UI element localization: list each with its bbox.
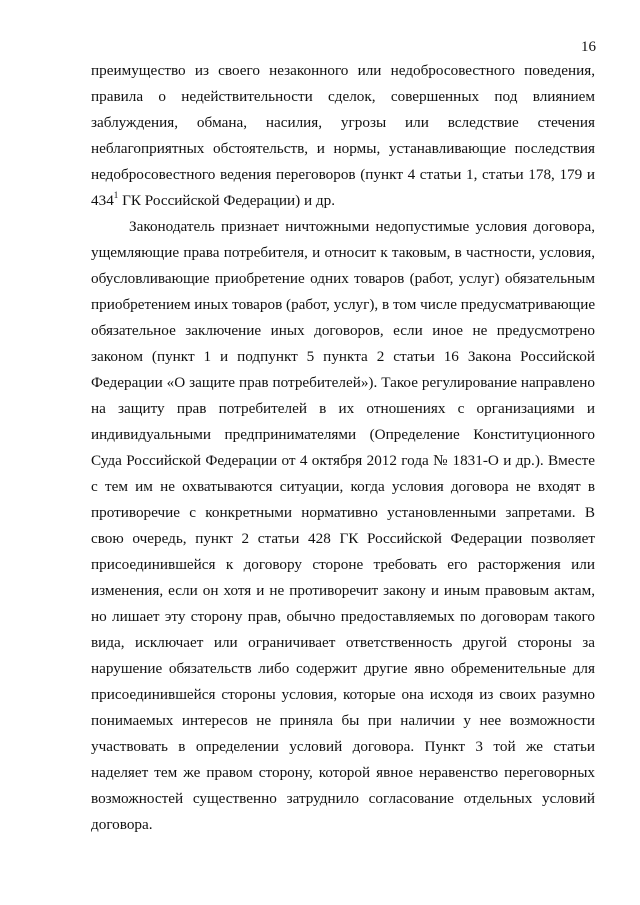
paragraph-line: противоречие с конкретными нормативно установленными запретами. В (91, 504, 595, 521)
paragraph-line: заблуждения, обмана, насилия, угрозы или вследствие стечения (91, 114, 595, 131)
paragraph-line: Суда Российской Федерации от 4 октября 2012 года № 1831-О и др.). Вместе (91, 452, 595, 469)
paragraph-line: понимаемых интересов не приняла бы при наличии у нее возможности (91, 712, 595, 729)
paragraph-line: возможностей существенно затруднило согласование отдельных условий (91, 790, 595, 807)
paragraph-last-line (91, 188, 595, 214)
article-number: 434 (91, 192, 114, 209)
paragraph-line: но лишает эту сторону прав, обычно предоставляемых по договорам такого (91, 608, 595, 625)
paragraph-1 (91, 58, 595, 214)
paragraph-line: с тем им не охватываются ситуации, когда условия договора не входят в (91, 478, 595, 495)
line-tail: ГК Российской Федерации) и др. (118, 192, 336, 209)
paragraph-line: свою очередь, пункт 2 статьи 428 ГК Российской Федерации позволяет (91, 530, 595, 547)
paragraph-line: преимущество из своего незаконного или недобросовестного поведения, (91, 62, 595, 79)
paragraph-line: наделяет тем же правом сторону, которой явное неравенство переговорных (91, 764, 595, 781)
paragraph-2 (91, 214, 595, 838)
paragraph-line: на защиту прав потребителей в их отношениях с организациями и (91, 400, 595, 417)
paragraph-line: приобретением иных товаров (работ, услуг), в том числе предусматривающие (91, 296, 596, 313)
paragraph-line: законом (пункт 1 и подпункт 5 пункта 2 статьи 16 Закона Российской (91, 348, 595, 365)
paragraph-line: неблагоприятных обстоятельств, и нормы, устанавливающие последствия (91, 140, 595, 157)
paragraph-line: участвовать в определении условий договора. Пункт 3 той же статьи (91, 738, 595, 755)
paragraph-line: изменения, если он хотя и не противоречит закону и иным правовым актам, (91, 582, 595, 599)
paragraph-line: Федерации «О защите прав потребителей»). Такое регулирование направлено (91, 374, 595, 391)
paragraph-line: недобросовестного ведения переговоров (пункт 4 статьи 1, статьи 178, 179 и (91, 166, 595, 183)
paragraph-line: ущемляющие права потребителя, и относит к таковым, в частности, условия, (91, 244, 595, 261)
page-number: 16 (581, 39, 596, 55)
paragraph-line: обусловливающие приобретение одних товаров (работ, услуг) обязательным (91, 270, 595, 287)
paragraph-first-line: Законодатель признает ничтожными недопустимые условия договора, (129, 218, 595, 235)
paragraph-line: присоединившейся стороны условия, которые она исходя из своих разумно (91, 686, 595, 703)
paragraph-line: присоединившейся к договору стороне требовать его расторжения или (91, 556, 595, 573)
paragraph-line: правила о недействительности сделок, совершенных под влиянием (91, 88, 595, 105)
paragraph-last-line: договора. (91, 816, 153, 833)
article-superscript: 1 (113, 189, 119, 200)
paragraph-line: обязательное заключение иных договоров, если иное не предусмотрено (91, 322, 595, 339)
paragraph-line: индивидуальными предпринимателями (Определение Конституционного (91, 426, 595, 443)
paragraph-line: нарушение обязательств либо содержит другие явно обременительные для (91, 660, 595, 677)
paragraph-line: вида, исключает или ограничивает ответственность другой стороны за (91, 634, 595, 651)
document-body (91, 58, 595, 838)
